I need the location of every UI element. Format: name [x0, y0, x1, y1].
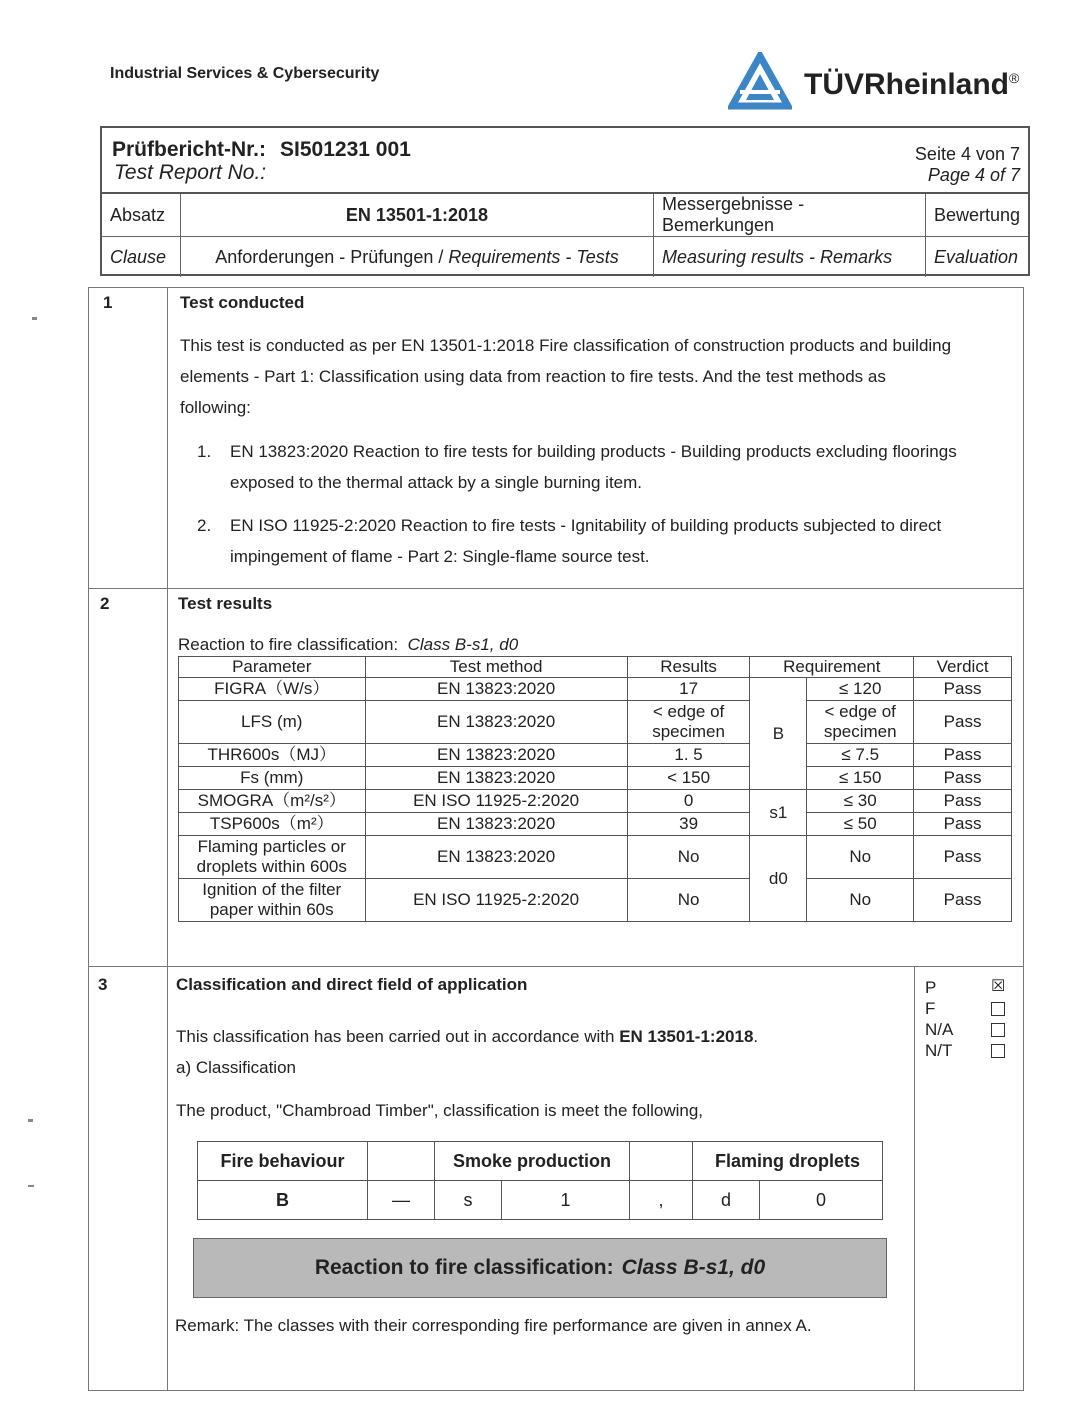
- table-row: TSP600s（m²） EN 13823:2020 39 ≤ 50 Pass: [179, 813, 1012, 836]
- clause-divider: [167, 287, 168, 1391]
- table-row: Fs (mm) EN 13823:2020 < 150 ≤ 150 Pass: [179, 767, 1012, 790]
- th-verdict: Verdict: [914, 657, 1012, 678]
- page-number-en: Page 4 of 7: [927, 165, 1020, 185]
- test-results-table: [178, 656, 1012, 922]
- col-eval-en: Evaluation: [925, 237, 1028, 278]
- col-measuring-en: Measuring results - Remarks: [654, 237, 926, 278]
- verdict-option-pass[interactable]: P ☒: [925, 978, 1006, 997]
- th-requirement: Requirement: [750, 657, 914, 678]
- logo-text: TÜVRheinland®: [804, 68, 1020, 101]
- th-flaming-droplets: Flaming droplets: [693, 1142, 883, 1181]
- col-absatz: Absatz: [102, 193, 180, 237]
- product-line: The product, "Chambroad Timber", classification is meet the following,: [176, 1101, 704, 1120]
- table-row: Ignition of the filter paper within 60s EN ISO 11925-2:2020 No No Pass: [179, 879, 1012, 922]
- report-number: SI501231 001: [280, 138, 411, 161]
- group-s1: s1: [750, 790, 807, 836]
- col-clause: Clause: [102, 237, 180, 278]
- section-1-intro: This test is conducted as per EN 13501-1:2018 Fire classification of construction products and building elements - Part 1: Classification using data from reaction to fire tests. And the test methods as following:: [180, 336, 952, 417]
- verdict-option-fail[interactable]: F: [925, 998, 1015, 1019]
- classification-line: Reaction to fire classification: Class B-s1, d0: [178, 635, 519, 654]
- table-row: LFS (m) EN 13823:2020 < edge of specimen < edge of specimen Pass: [179, 701, 1012, 744]
- page-number-de: Seite 4 von 7: [914, 144, 1020, 164]
- tuv-logo: [728, 52, 1028, 112]
- classification-banner: Reaction to fire classification: Class B-s1, d0: [193, 1238, 887, 1298]
- test-method-item: 1. EN 13823:2020 Reaction to fire tests for building products - Building products excluding floorings exposed to the thermal attack by a single burning item.: [197, 442, 957, 492]
- group-b: B: [750, 678, 807, 790]
- section-divider-1: [88, 588, 1024, 589]
- verdict-options: [925, 977, 1015, 1061]
- group-d0: d0: [750, 836, 807, 922]
- table-row: THR600s（MJ） EN 13823:2020 1. 5 ≤ 7.5 Pass: [179, 744, 1012, 767]
- scan-mark: [32, 317, 37, 320]
- col-requirements: Anforderungen - Prüfungen / Requirements - Tests: [180, 237, 653, 278]
- scan-mark: [28, 1119, 33, 1122]
- tuv-triangle-icon: [728, 52, 792, 110]
- col-standard: EN 13501-1:2018: [180, 193, 653, 237]
- table-row: SMOGRA（m²/s²） EN ISO 11925-2:2020 0 s1 ≤ 30 Pass: [179, 790, 1012, 813]
- banner-class-value: Class B-s1, d0: [621, 1256, 766, 1279]
- th-parameter: Parameter: [179, 657, 366, 678]
- section-1-title: Test conducted: [180, 293, 305, 312]
- evaluation-divider: [914, 966, 915, 1391]
- header-columns-table: [102, 192, 1028, 277]
- report-label-en: Test Report No.:: [114, 161, 267, 184]
- section-2-title: Test results: [178, 594, 273, 613]
- test-method-item: 2. EN ISO 11925-2:2020 Reaction to fire tests - Ignitability of building products subjected to direct impingement of flame - Part 2: Single-flame source test.: [197, 516, 942, 566]
- col-measuring-de: Messergebnisse - Bemerkungen: [654, 193, 926, 237]
- verdict-option-nt[interactable]: N/T: [925, 1040, 1015, 1061]
- section-2-number: 2: [100, 594, 110, 613]
- table-row: Flaming particles or droplets within 600s EN 13823:2020 No d0 No Pass: [179, 836, 1012, 879]
- company-name: Industrial Services & Cybersecurity: [110, 65, 380, 82]
- empty-box-icon: [991, 1023, 1005, 1037]
- remark-text: Remark: The classes with their corresponding fire performance are given in annex A.: [175, 1316, 812, 1335]
- sub-heading-a: a) Classification: [176, 1058, 296, 1077]
- th-results: Results: [627, 657, 750, 678]
- th-smoke-production: Smoke production: [435, 1142, 630, 1181]
- section-3-number: 3: [98, 975, 108, 994]
- section-1-number: 1: [103, 293, 113, 312]
- col-eval-de: Bewertung: [925, 193, 1028, 237]
- verdict-option-na[interactable]: N/A: [925, 1019, 1015, 1040]
- classification-table: Fire behaviour Smoke production Flaming droplets B — s 1 , d 0: [197, 1141, 883, 1220]
- report-header-box: [100, 126, 1030, 276]
- section-divider-2: [88, 966, 1024, 967]
- table-row: FIGRA（W/s） EN 13823:2020 17 B ≤ 120 Pass: [179, 678, 1012, 701]
- section-3-title: Classification and direct field of application: [176, 975, 528, 994]
- classification-value: Class B-s1, d0: [407, 635, 519, 654]
- th-fire-behaviour: Fire behaviour: [198, 1142, 368, 1181]
- th-test-method: Test method: [365, 657, 627, 678]
- empty-box-icon: [991, 1044, 1005, 1058]
- checked-box-icon: ☒: [991, 978, 1006, 995]
- empty-box-icon: [991, 1002, 1005, 1016]
- scan-mark: [28, 1185, 34, 1187]
- report-label-de: Prüfbericht-Nr.: SI501231 001: [112, 138, 411, 161]
- classification-statement: This classification has been carried out in accordance with EN 13501-1:2018.: [176, 1027, 759, 1046]
